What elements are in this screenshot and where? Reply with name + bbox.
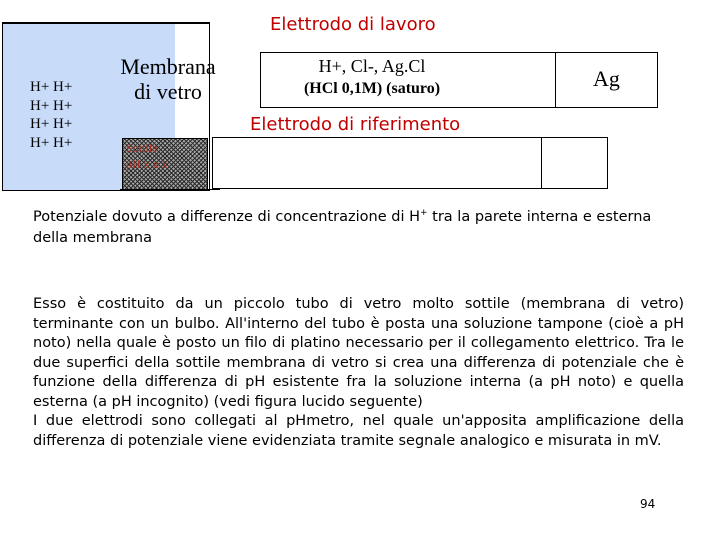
paragraph-potential — [33, 203, 685, 249]
h-ion-row: H+ H+ — [30, 79, 73, 95]
para1-text-end: tra la parete interna e esterna della membrana — [33, 208, 652, 246]
para1-superscript: + — [420, 208, 428, 218]
top-rule — [2, 22, 210, 23]
silver-electrode-label: Ag — [593, 66, 620, 91]
description-text: Esso è costituito da un piccolo tubo di vetro molto sottile (membrana di vetro) terminante con un bulbo. All'interno del tubo è posta una soluzione tampone (cioè a pH noto) nella quale è posto un filo di platino necessario per il collegamento elettrico. Tra le due superfici della sottile membrana di vetro si crea una differenza di potenziale che è funzione della differenza di pH esistente fra la soluzione interna (a pH noto) e quella esterna (a pH incognito) (vedi figura lucido seguente) — [33, 296, 684, 410]
para1-text-start: Potenziale dovuto a differenze di concentrazione di H — [33, 208, 420, 225]
reference-solution-concentration: (HCl 0,1M) (saturo) — [303, 80, 441, 97]
h-ion-row: H+ H+ — [30, 97, 73, 114]
membrane-box-text-line1: Sottile — [126, 141, 158, 155]
lower-rule — [120, 189, 220, 190]
h-ion-row: H+ H+ — [30, 134, 73, 151]
reference-electrode-title: Elettrodo di riferimento — [250, 114, 461, 135]
h-ions-list — [30, 78, 72, 152]
membrane-label-line1: Membrana — [120, 54, 216, 79]
membrane-label-line2: di vetro — [134, 79, 202, 104]
working-electrode-title: Elettrodo di lavoro — [270, 14, 436, 35]
lower-electrode-box — [212, 137, 608, 189]
membrane-box-text-line2: pH x x x — [126, 157, 168, 171]
membrane-box-text — [126, 140, 168, 172]
description-text: I due elettrodi sono collegati al pHmetro, nel quale un'apposita amplificazione della differenza di potenziale viene evidenziata tramite segnale analogico e misurata in mV. — [33, 413, 684, 449]
page-number: 94 — [640, 497, 656, 511]
reference-solution-species: H+, Cl-, Ag.Cl — [318, 56, 426, 76]
membrane-label — [112, 54, 224, 104]
lower-box-divider — [541, 137, 542, 189]
h-ion-row: H+ H+ — [30, 116, 73, 132]
paragraph-description — [33, 295, 684, 451]
